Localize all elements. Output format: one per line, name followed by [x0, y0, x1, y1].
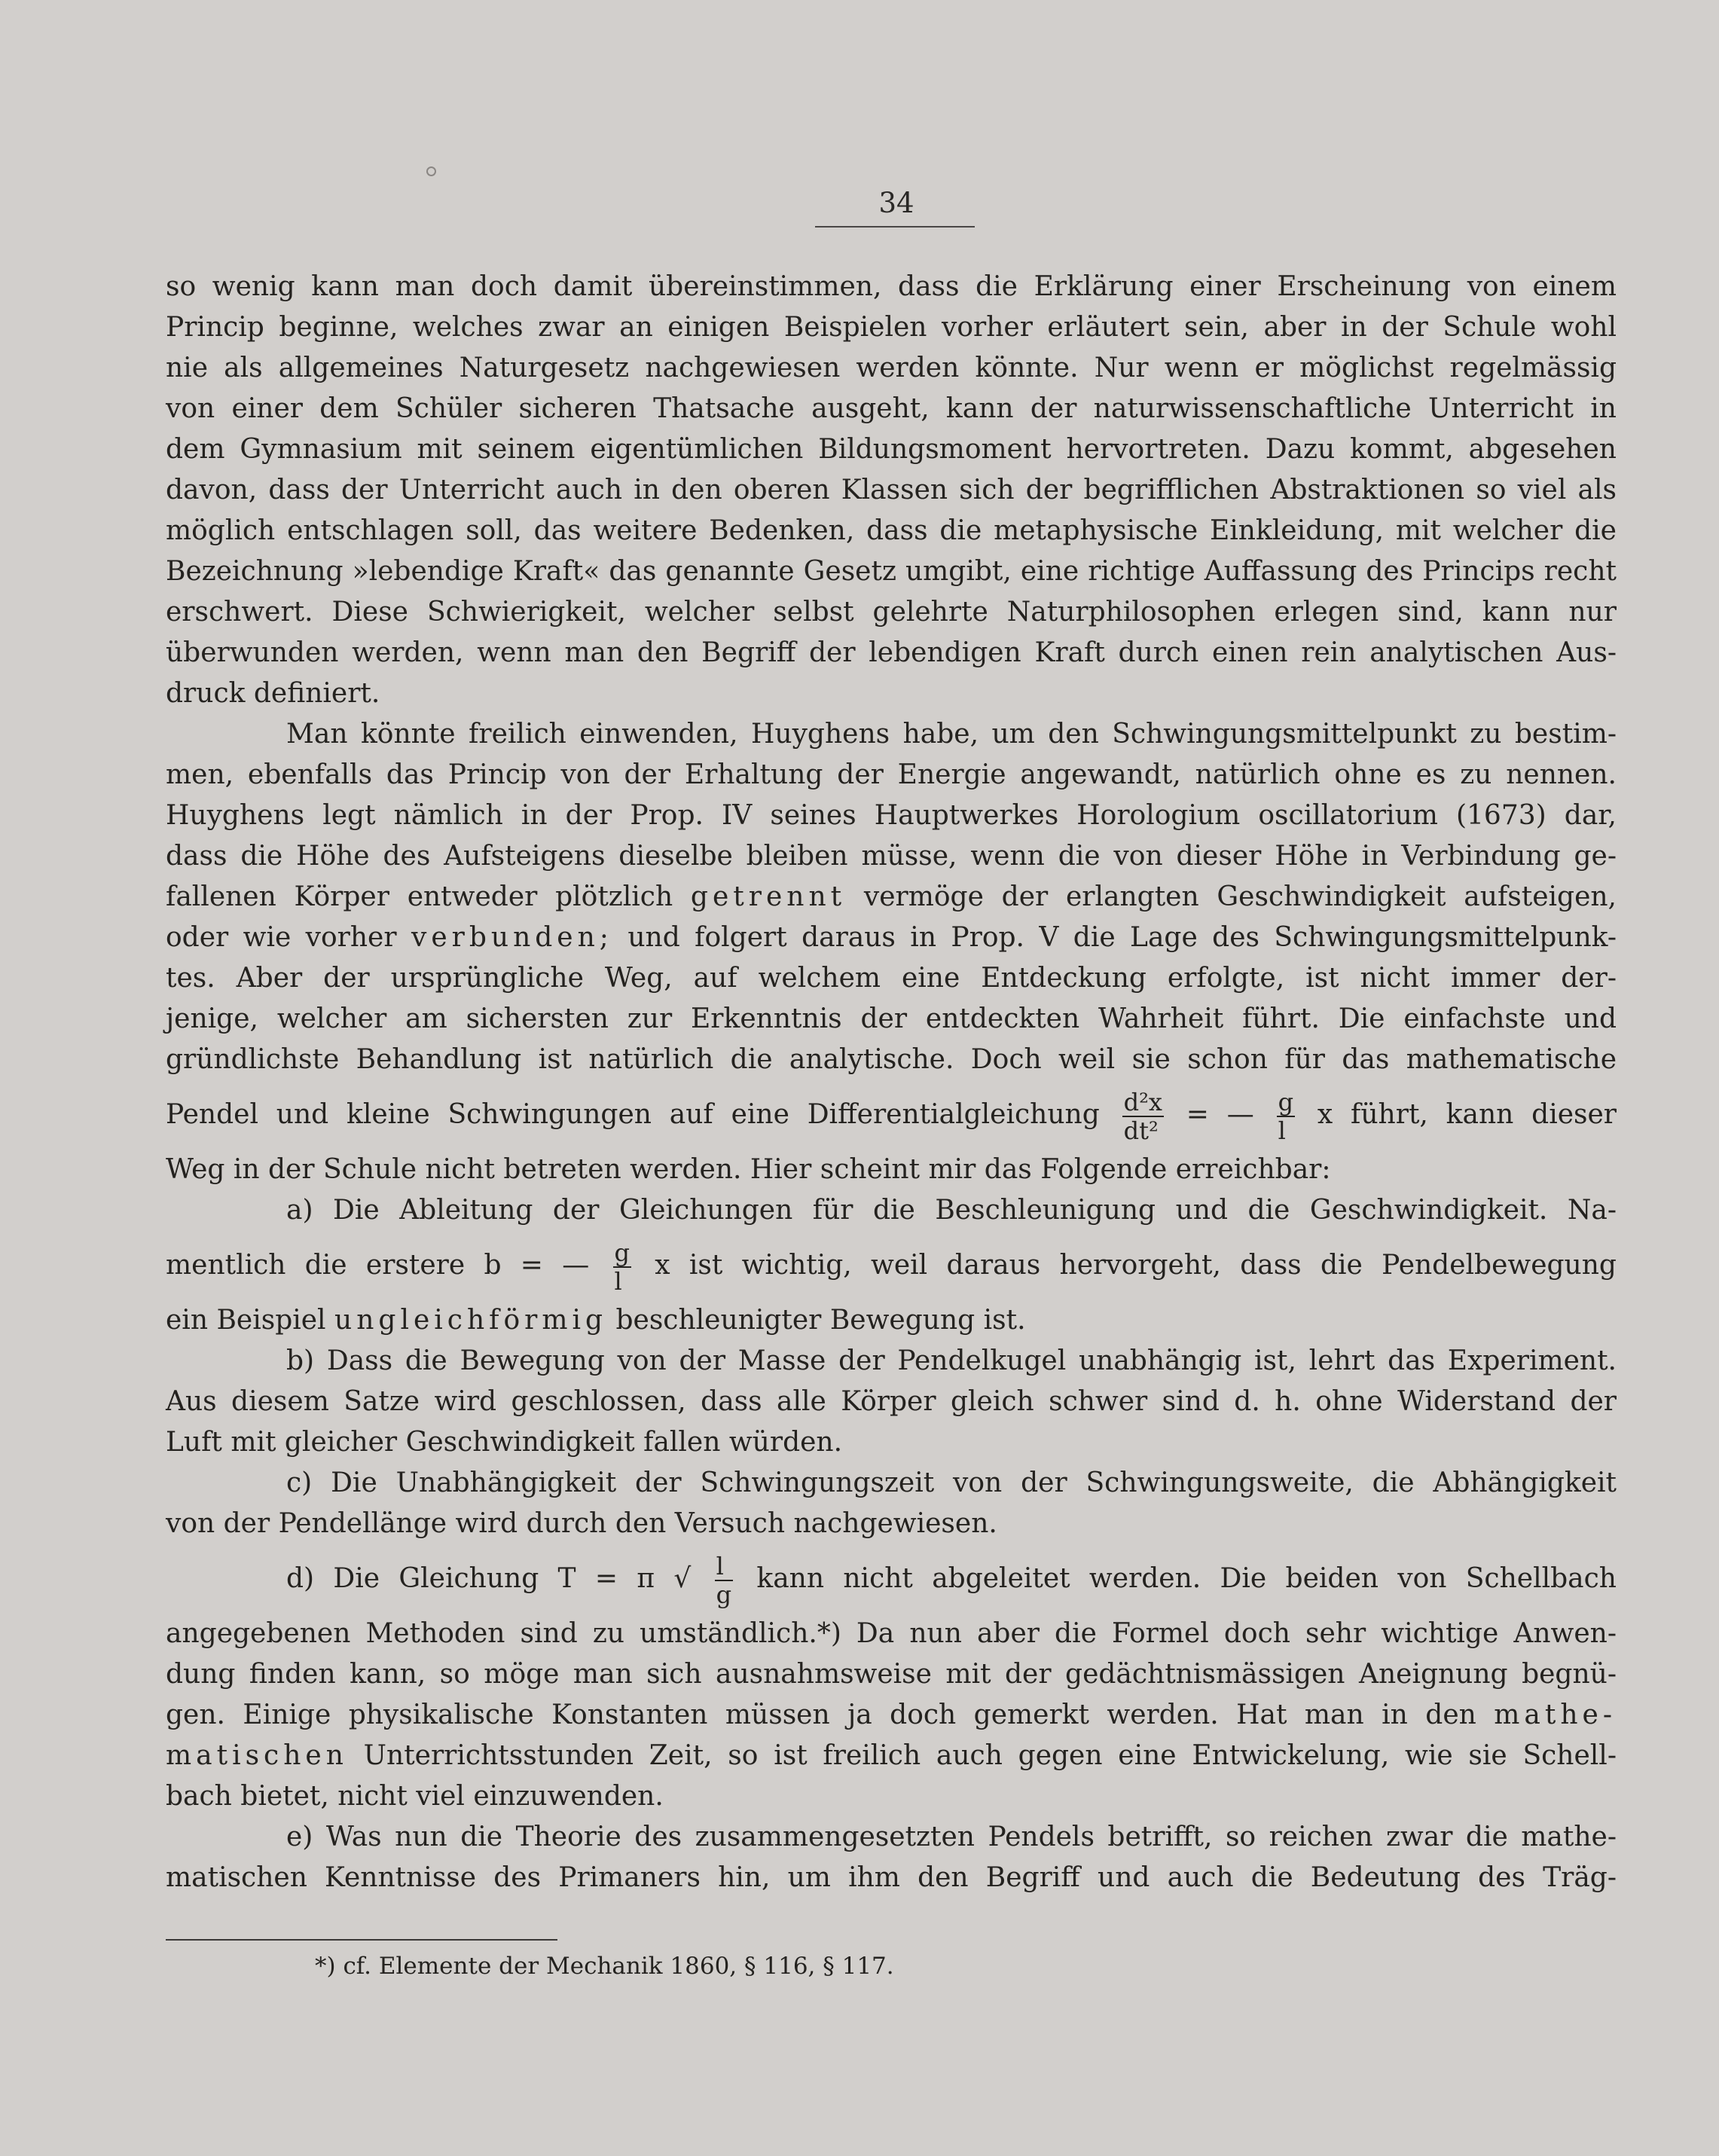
text-line: men, ebenfalls das Princip von der Erhaltung der Energie angewandt, natürlich ohne es zu nennen. [166, 759, 1617, 790]
text-line: druck definiert. [166, 678, 380, 709]
text-line: b) Dass die Bewegung von der Masse der Pendelkugel unabhängig ist, lehrt das Experiment. [286, 1345, 1617, 1376]
text-segment: und folgert daraus in Prop. V die Lage des Schwingungsmittelpunk- [627, 922, 1617, 953]
text-line: von einer dem Schüler sicheren Thatsache ausgeht, kann der naturwissenschaftliche Unterricht in [166, 393, 1617, 424]
text-line: e) Was nun die Theorie des zusammengesetzten Pendels betrifft, so reichen zwar die mathe- [286, 1822, 1617, 1852]
spaced-emphasis: getrennt [690, 881, 847, 912]
text-line: dem Gymnasium mit seinem eigentümlichen Bildungsmoment hervortreten. Dazu kommt, abgesehen [166, 434, 1617, 465]
text-line: überwunden werden, wenn man den Begriff der lebendigen Kraft durch einen rein analytischen Aus- [166, 637, 1617, 668]
text-line: Weg in der Schule nicht betreten werden. Hier scheint mir das Folgende erreichbar: [166, 1154, 1331, 1185]
body-text [166, 267, 1617, 1898]
text-line [166, 918, 1617, 958]
text-line: nie als allgemeines Naturgesetz nachgewiesen werden könnte. Nur wenn er möglichst regelmässig [166, 353, 1617, 383]
text-line: Luft mit gleicher Geschwindigkeit fallen würden. [166, 1427, 843, 1458]
text-line: bach bietet, nicht viel einzuwenden. [166, 1781, 664, 1812]
text-line: so wenig kann man doch damit übereinstimmen, dass die Erklärung einer Erscheinung von einem [166, 271, 1617, 302]
text-segment: gen. Einige physikalische Konstanten müssen ja doch gemerkt werden. Hat man in den [166, 1699, 1476, 1730]
numerator: g [1278, 1088, 1294, 1116]
text-line: Huyghens legt nämlich in der Prop. IV seines Hauptwerkes Horologium oscillatorium (1673) dar, [166, 800, 1617, 831]
text-segment: beschleunigter Bewegung ist. [615, 1305, 1026, 1336]
text-line: erschwert. Diese Schwierigkeit, welcher selbst gelehrte Naturphilosophen erlegen sind, kann nur [166, 597, 1617, 628]
sqrt-symbol: √ [673, 1563, 692, 1594]
page-number: 34 [878, 187, 914, 219]
text-line [166, 1300, 1617, 1341]
text-line [166, 877, 1617, 918]
spaced-emphasis: verbunden; [411, 922, 613, 953]
text-line: tes. Aber der ursprüngliche Weg, auf welchem eine Entdeckung erfolgte, ist nicht immer der- [166, 963, 1617, 994]
footnote: *) cf. Elemente der Mechanik 1860, § 116, § 117. [315, 1953, 894, 1980]
text-line: möglich entschlagen soll, das weitere Bedenken, dass die metaphysische Einkleidung, mit welcher die [166, 515, 1617, 546]
text-line [166, 1695, 1617, 1736]
text-line: jenige, welcher am sichersten zur Erkenntnis der entdeckten Wahrheit führt. Die einfachste und [166, 1003, 1617, 1034]
text-line: angegebenen Methoden sind zu umständlich.*) Da nun aber die Formel doch sehr wichtige Anwen- [166, 1618, 1617, 1649]
fraction-d2x-dt2 [1122, 1089, 1164, 1144]
text-segment: ein Beispiel [166, 1305, 326, 1336]
denominator: l [1278, 1116, 1286, 1145]
equation-line [166, 1544, 1617, 1614]
footnote-rule [166, 1939, 557, 1941]
text-segment: x führt, kann dieser [1317, 1099, 1617, 1130]
text-segment: fallenen Körper entweder plötzlich [166, 881, 673, 912]
equation-line [166, 1231, 1617, 1300]
numerator: l [715, 1553, 733, 1581]
fraction-l-g [715, 1553, 733, 1608]
text-line: Aus diesem Satze wird geschlossen, dass alle Körper gleich schwer sind d. h. ohne Widerstand der [166, 1386, 1617, 1417]
numerator: g [614, 1238, 630, 1267]
text-line: gründlichste Behandlung ist natürlich die analytische. Doch weil sie schon für das mathematische [166, 1044, 1617, 1075]
stain-mark [426, 166, 436, 176]
denominator: dt² [1123, 1116, 1159, 1145]
text-line: c) Die Unabhängigkeit der Schwingungszeit von der Schwingungsweite, die Abhängigkeit [286, 1467, 1617, 1498]
text-segment: Pendel und kleine Schwingungen auf eine Differentialgleichung [166, 1099, 1100, 1130]
text-line: matischen Kenntnisse des Primaners hin, um ihm den Begriff und auch die Bedeutung des Träg- [166, 1862, 1617, 1893]
equation-line [166, 1080, 1617, 1150]
text-segment: Unterrichtsstunden Zeit, so ist freilich auch gegen eine Entwickelung, wie sie Schell- [363, 1740, 1617, 1771]
text-segment: oder wie vorher [166, 922, 397, 953]
text-segment: mentlich die erstere b = — [166, 1250, 590, 1281]
numerator: d²x [1123, 1088, 1162, 1116]
denominator: g [716, 1580, 732, 1609]
spaced-emphasis: matischen [166, 1740, 348, 1771]
text-line: Bezeichnung »lebendige Kraft« das genannte Gesetz umgibt, eine richtige Auffassung des Princips recht [166, 556, 1617, 587]
text-line: a) Die Ableitung der Gleichungen für die Beschleunigung und die Geschwindigkeit. Na- [286, 1195, 1617, 1226]
text-segment: vermöge der erlangten Geschwindigkeit aufsteigen, [863, 881, 1617, 912]
text-line: davon, dass der Unterricht auch in den oberen Klassen sich der begrifflichen Abstraktionen so viel als [166, 475, 1617, 505]
text-segment: x ist wichtig, weil daraus hervorgeht, dass die Pendelbewegung [655, 1250, 1617, 1281]
equals-minus: = — [1186, 1099, 1254, 1130]
page-number-rule [815, 226, 975, 228]
fraction-g-l [613, 1239, 631, 1295]
spaced-emphasis: ungleichförmig [334, 1305, 608, 1336]
text-line [166, 1736, 1617, 1776]
text-segment: kann nicht abgeleitet werden. Die beiden von Schellbach [756, 1563, 1617, 1594]
text-line: Man könnte freilich einwenden, Huyghens habe, um den Schwingungsmittelpunkt zu bestim- [286, 719, 1617, 750]
fraction-g-l [1277, 1089, 1295, 1144]
denominator: l [614, 1267, 622, 1296]
text-line: von der Pendellänge wird durch den Versuch nachgewiesen. [166, 1508, 997, 1539]
spaced-emphasis: mathe- [1494, 1699, 1617, 1730]
text-segment: d) Die Gleichung T = π [286, 1563, 655, 1594]
text-line: dung finden kann, so möge man sich ausnahmsweise mit der gedächtnismässigen Aneignung begnü- [166, 1659, 1617, 1690]
text-line: dass die Höhe des Aufsteigens dieselbe bleiben müsse, wenn die von dieser Höhe in Verbindung ge- [166, 841, 1617, 872]
text-line: Princip beginne, welches zwar an einigen Beispielen vorher erläutert sein, aber in der Schule wohl [166, 312, 1617, 343]
